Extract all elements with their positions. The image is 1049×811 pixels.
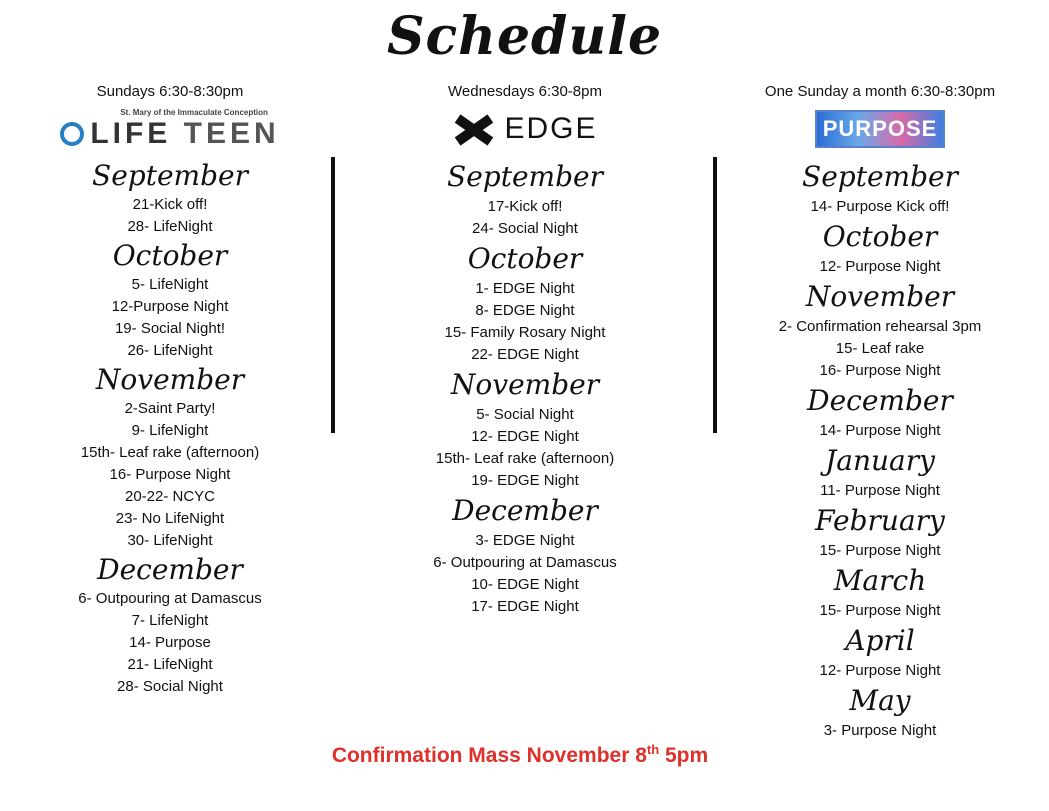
lifeteen-schedule-time: Sundays 6:30-8:30pm <box>96 83 244 100</box>
lifeteen-logo-subtitle: St. Mary of the Immaculate Conception <box>120 108 268 117</box>
event-item: 26- LifeNight <box>127 342 213 359</box>
event-item: 22- EDGE Night <box>471 346 579 363</box>
event-item: 11- Purpose Night <box>820 482 940 499</box>
event-item: 15- Purpose Night <box>819 542 941 559</box>
event-item: 12- Purpose Night <box>819 258 941 275</box>
edge-schedule-time: Wednesdays 6:30-8pm <box>448 83 602 100</box>
event-item: 12- Purpose Night <box>819 662 941 679</box>
event-item: 5- LifeNight <box>131 276 209 293</box>
month-heading: September <box>92 159 248 192</box>
confirmation-mass-time: 5pm <box>659 744 709 767</box>
event-item: 19- Social Night! <box>114 320 226 337</box>
event-item: 20-22- NCYC <box>124 488 216 505</box>
purpose-schedule-time: One Sunday a month 6:30-8:30pm <box>764 83 996 100</box>
event-item: 5- Social Night <box>476 406 574 423</box>
event-item: 12- EDGE Night <box>471 428 579 445</box>
event-item: 2-Saint Party! <box>124 400 216 417</box>
event-item: 21-Kick off! <box>132 196 208 213</box>
month-heading: May <box>849 684 911 717</box>
column-divider <box>713 157 717 433</box>
month-heading: December <box>97 553 243 586</box>
month-heading: October <box>467 242 583 275</box>
edge-logo-text: EDGE <box>504 112 598 145</box>
lifeteen-logo-word-2: TEEN <box>183 117 280 150</box>
event-item: 3- Purpose Night <box>823 722 937 739</box>
lifeteen-logo-word-1: LIFE <box>90 117 172 150</box>
confirmation-mass-notice <box>290 742 750 768</box>
purpose-logo <box>730 102 1030 156</box>
month-heading: November <box>95 363 245 396</box>
event-item: 15- Purpose Night <box>819 602 941 619</box>
month-heading: December <box>452 494 598 527</box>
event-item: 1- EDGE Night <box>475 280 575 297</box>
event-item: 15- Family Rosary Night <box>444 324 606 341</box>
month-heading: February <box>815 504 945 537</box>
month-heading: October <box>822 220 938 253</box>
month-heading: September <box>447 160 603 193</box>
edge-column <box>375 82 675 618</box>
event-item: 7- LifeNight <box>131 612 209 629</box>
month-heading: December <box>807 384 953 417</box>
confirmation-mass-text: Confirmation Mass November 8 <box>331 744 647 767</box>
purpose-logo-text: PURPOSE <box>815 110 946 148</box>
edge-logo <box>375 102 675 156</box>
event-item: 30- LifeNight <box>127 532 213 549</box>
page-title: Schedule <box>386 6 663 67</box>
lifeteen-ring-icon <box>60 122 84 146</box>
ordinal-suffix: th <box>646 742 660 757</box>
edge-cross-icon <box>452 113 496 145</box>
event-item: 16- Purpose Night <box>819 362 941 379</box>
lifeteen-column <box>20 82 320 698</box>
month-heading: October <box>112 239 228 272</box>
month-heading: November <box>805 280 955 313</box>
event-item: 17- EDGE Night <box>471 598 579 615</box>
event-item: 14- Purpose <box>129 634 211 651</box>
lifeteen-logo <box>20 102 320 156</box>
event-item: 23- No LifeNight <box>115 510 225 527</box>
event-item: 6- Outpouring at Damascus <box>78 590 262 607</box>
event-item: 15th- Leaf rake (afternoon) <box>80 444 260 461</box>
column-divider <box>331 157 335 433</box>
event-item: 9- LifeNight <box>131 422 209 439</box>
event-item: 15th- Leaf rake (afternoon) <box>435 450 615 467</box>
month-heading: April <box>845 624 915 657</box>
month-heading: September <box>802 160 958 193</box>
event-item: 24- Social Night <box>472 220 578 237</box>
month-heading: March <box>833 564 927 597</box>
event-item: 14- Purpose Kick off! <box>810 198 950 215</box>
event-item: 28- Social Night <box>117 678 223 695</box>
purpose-column <box>730 82 1030 742</box>
event-item: 6- Outpouring at Damascus <box>433 554 617 571</box>
month-heading: November <box>450 368 600 401</box>
event-item: 21- LifeNight <box>127 656 213 673</box>
event-item: 12-Purpose Night <box>111 298 229 315</box>
event-item: 3- EDGE Night <box>475 532 575 549</box>
event-item: 15- Leaf rake <box>835 340 925 357</box>
month-heading: January <box>825 444 935 477</box>
event-item: 16- Purpose Night <box>109 466 231 483</box>
event-item: 8- EDGE Night <box>475 302 575 319</box>
event-item: 19- EDGE Night <box>471 472 579 489</box>
event-item: 10- EDGE Night <box>471 576 579 593</box>
event-item: 2- Confirmation rehearsal 3pm <box>778 318 982 335</box>
event-item: 28- LifeNight <box>127 218 213 235</box>
event-item: 14- Purpose Night <box>819 422 941 439</box>
event-item: 17-Kick off! <box>487 198 563 215</box>
